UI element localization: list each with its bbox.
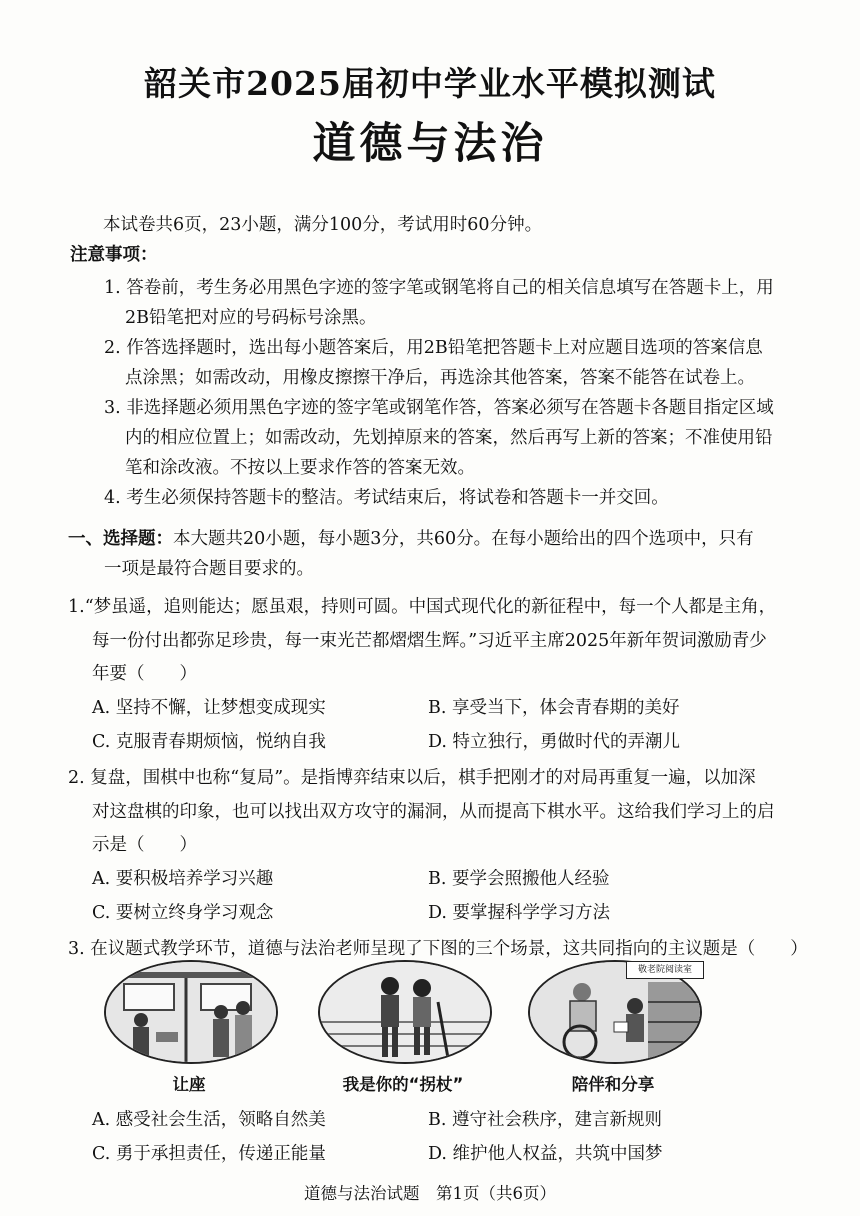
section-text-2: 一项是最符合题目要求的。 — [104, 559, 314, 579]
q1-stem-line: 年要（ ） — [92, 664, 197, 684]
q3-stem: 3. 在议题式教学环节，道德与法治老师呈现了下图的三个场景，这共同指向的主议题是（ ） — [68, 939, 808, 959]
exam-intro: 本试卷共6页，23小题，满分100分，考试用时60分钟。 — [103, 215, 543, 235]
q2-option-b[interactable]: B. 要学会照搬他人经验 — [428, 869, 610, 889]
q1-option-c[interactable]: C. 克服青春期烦恼，悦纳自我 — [92, 732, 326, 752]
q3-option-c[interactable]: C. 勇于承担责任，传递正能量 — [92, 1144, 326, 1164]
page-footer: 道德与法治试题 第1页（共6页） — [304, 1184, 556, 1203]
scene-caption: 我是你的“拐杖” — [342, 1075, 464, 1094]
q2-stem-line: 对这盘棋的印象，也可以找出双方攻守的漏洞，从而提高下棋水平。这给我们学习上的启 — [92, 802, 775, 822]
note-line: 2B铅笔把对应的号码标号涂黑。 — [125, 308, 377, 328]
q1-stem-line: 1.“梦虽遥，追则能达；愿虽艰，持则可圆。中国式现代化的新征程中，每一个人都是主角， — [68, 597, 777, 617]
reading-room-sign: 敬老院阅读室 — [626, 961, 704, 979]
q3-option-b[interactable]: B. 遵守社会秩序，建言新规则 — [428, 1110, 662, 1130]
q1-option-d[interactable]: D. 特立独行，勇做时代的弄潮儿 — [428, 732, 681, 752]
section-label: 一、选择题： — [68, 529, 173, 549]
note-line: 1. 答卷前，考生务必用黑色字迹的签字笔或钢笔将自己的相关信息填写在答题卡上，用 — [104, 278, 774, 298]
q3-option-a[interactable]: A. 感受社会生活，领略自然美 — [92, 1110, 326, 1130]
q2-stem-line: 示是（ ） — [92, 835, 197, 855]
q2-option-d[interactable]: D. 要掌握科学学习方法 — [428, 903, 611, 923]
note-line: 点涂黑；如需改动，用橡皮擦擦干净后，再选涂其他答案，答案不能答在试卷上。 — [125, 368, 755, 388]
q1-option-b[interactable]: B. 享受当下，体会青春期的美好 — [428, 698, 680, 718]
notes-heading: 注意事项： — [70, 245, 158, 265]
q1-option-a[interactable]: A. 坚持不懈，让梦想变成现实 — [92, 698, 326, 718]
q1-stem-line: 每一份付出都弥足珍贵，每一束光芒都熠熠生辉。”习近平主席2025年新年贺词激励青少 — [92, 631, 767, 651]
exam-title: 韶关市2025届初中学业水平模拟测试 — [144, 64, 716, 103]
q2-option-a[interactable]: A. 要积极培养学习兴趣 — [92, 869, 274, 889]
scene-give-seat-image — [104, 960, 278, 1064]
section-text: 本大题共20小题，每小题3分，共60分。在每小题给出的四个选项中，只有 — [173, 529, 754, 549]
q2-stem-line: 2. 复盘，围棋中也称“复局”。是指博弈结束以后，棋手把刚才的对局再重复一遍，以加深 — [68, 768, 756, 788]
scene-caption: 陪伴和分享 — [571, 1075, 655, 1094]
subject-title: 道德与法治 — [312, 119, 548, 169]
note-line: 内的相应位置上；如需改动，先划掉原来的答案，然后再写上新的答案；不准使用铅 — [125, 428, 773, 448]
note-line: 笔和涂改液。不按以上要求作答的答案无效。 — [125, 458, 475, 478]
q2-option-c[interactable]: C. 要树立终身学习观念 — [92, 903, 274, 923]
scene-crutch-image — [318, 960, 492, 1064]
note-line: 2. 作答选择题时，选出每小题答案后，用2B铅笔把答题卡上对应题目选项的答案信息 — [104, 338, 763, 358]
section-heading — [68, 525, 754, 550]
note-line: 4. 考生必须保持答题卡的整洁。考试结束后，将试卷和答题卡一并交回。 — [104, 488, 669, 508]
q3-option-d[interactable]: D. 维护他人权益，共筑中国梦 — [428, 1144, 663, 1164]
note-line: 3. 非选择题必须用黑色字迹的签字笔或钢笔作答，答案必须写在答题卡各题目指定区域 — [104, 398, 774, 418]
scene-caption: 让座 — [172, 1075, 206, 1094]
